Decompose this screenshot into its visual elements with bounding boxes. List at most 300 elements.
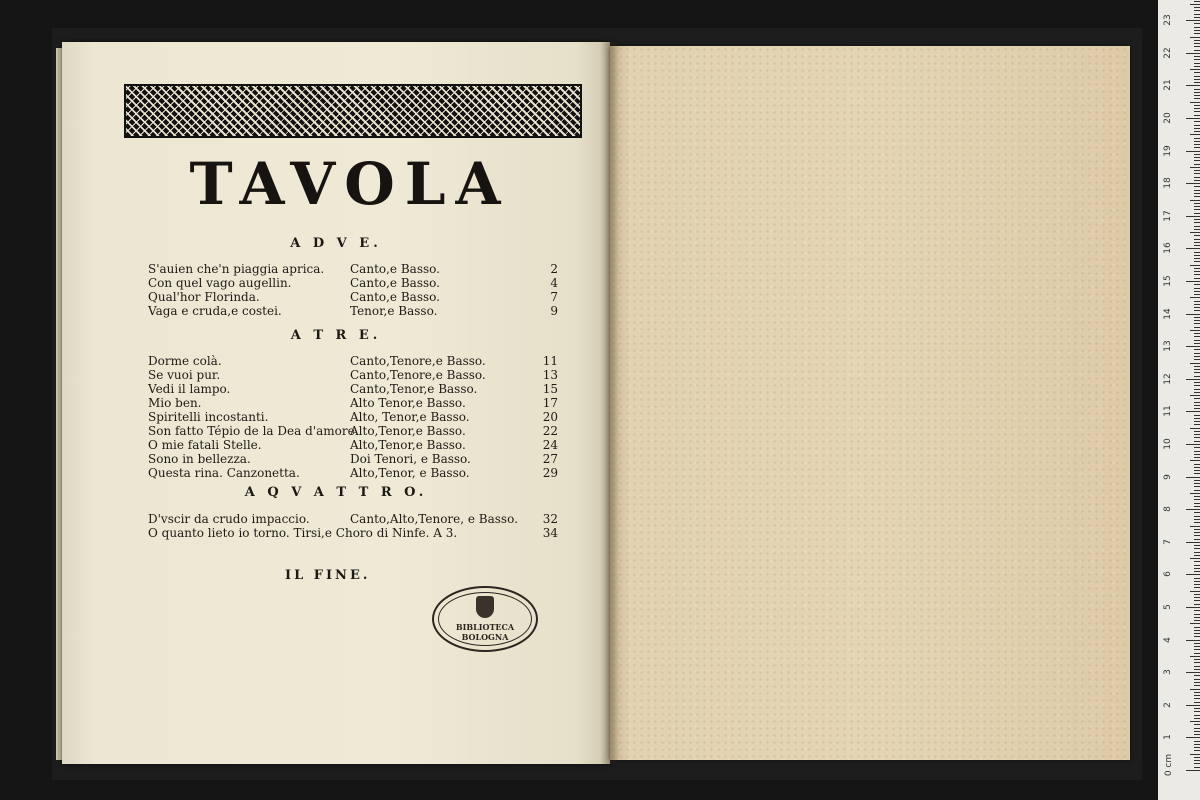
ruler-tick <box>1186 248 1200 249</box>
ruler-tick <box>1194 747 1200 748</box>
ruler-tick <box>1194 545 1200 546</box>
toc-entry-page: 24 <box>542 438 558 452</box>
ruler-tick <box>1194 177 1200 178</box>
ruler-tick <box>1194 193 1200 194</box>
ruler-tick <box>1194 659 1200 660</box>
ruler-tick <box>1194 571 1200 572</box>
ruler-tick <box>1194 529 1200 530</box>
toc-entry-voices: Alto,Tenor, e Basso. <box>350 466 470 480</box>
ruler-tick <box>1194 627 1200 628</box>
ruler-tick <box>1194 76 1200 77</box>
ruler-tick <box>1194 141 1200 142</box>
ruler-tick <box>1186 542 1200 543</box>
ruler-tick <box>1186 20 1200 21</box>
ruler-tick <box>1194 679 1200 680</box>
ruler-tick <box>1194 10 1200 11</box>
ruler-tick <box>1194 757 1200 758</box>
toc-entry-page: 9 <box>550 304 558 318</box>
toc-entry-title: Con quel vago augellin. <box>148 276 292 290</box>
ruler-tick <box>1194 473 1200 474</box>
ruler-tick <box>1194 499 1200 500</box>
toc-entry-voices: Doi Tenori, e Basso. <box>350 452 471 466</box>
toc-entry-title: O quanto lieto io torno. Tirsi,e Choro di Ninfe. A 3. <box>148 526 458 540</box>
end-text: IL FINE. <box>285 568 371 583</box>
ruler-tick <box>1186 281 1200 282</box>
ruler-tick <box>1194 750 1200 751</box>
ruler-tick <box>1194 274 1200 275</box>
toc-row <box>148 276 558 290</box>
ruler-tick <box>1194 376 1200 377</box>
ruler-tick <box>1194 555 1200 556</box>
ruler-number: 8 <box>1163 506 1173 513</box>
ruler-tick <box>1190 134 1200 135</box>
toc-entry-title: Spiritelli incostanti. <box>148 410 269 424</box>
ruler-tick <box>1194 56 1200 57</box>
ruler-tick <box>1194 209 1200 210</box>
ruler-tick <box>1194 467 1200 468</box>
toc-entry-page: 20 <box>542 410 558 424</box>
ruler-tick <box>1194 763 1200 764</box>
ruler-tick <box>1194 323 1200 324</box>
ruler-tick <box>1194 222 1200 223</box>
ruler-tick <box>1194 382 1200 383</box>
toc-row <box>148 368 558 382</box>
ruler-number: 23 <box>1163 14 1173 26</box>
toc-entry-page: 11 <box>542 354 558 368</box>
ruler-tick <box>1186 444 1200 445</box>
ruler-tick <box>1190 623 1200 624</box>
ruler-tick <box>1194 457 1200 458</box>
ruler-tick <box>1194 294 1200 295</box>
ruler-number: 11 <box>1163 405 1173 418</box>
ruler-tick <box>1194 63 1200 64</box>
ruler-tick <box>1186 85 1200 86</box>
ruler-tick <box>1194 72 1200 73</box>
toc-entry-voices: Canto,Tenore,e Basso. <box>350 368 486 382</box>
ruler-tick <box>1194 173 1200 174</box>
ruler-tick <box>1190 428 1200 429</box>
ruler-tick <box>1194 27 1200 28</box>
ruler-tick <box>1194 307 1200 308</box>
ruler-tick <box>1194 301 1200 302</box>
ruler-tick <box>1194 310 1200 311</box>
section-heading-a-due: A D V E. <box>290 236 382 251</box>
ruler-tick <box>1186 574 1200 575</box>
ruler-tick <box>1194 731 1200 732</box>
ruler-tick <box>1194 744 1200 745</box>
ruler-tick <box>1194 30 1200 31</box>
ruler-tick <box>1194 278 1200 279</box>
ruler-tick <box>1190 754 1200 755</box>
ruler-tick <box>1194 190 1200 191</box>
ruler-tick <box>1194 59 1200 60</box>
ruler-tick <box>1194 369 1200 370</box>
toc-entry-title: Dorme colà. <box>148 354 222 368</box>
ruler-tick <box>1190 656 1200 657</box>
ruler-tick <box>1186 379 1200 380</box>
ruler-tick <box>1190 395 1200 396</box>
toc-row <box>148 424 558 438</box>
ruler-tick <box>1194 587 1200 588</box>
ruler-tick <box>1190 297 1200 298</box>
ruler-tick <box>1194 89 1200 90</box>
ruler-tick <box>1194 666 1200 667</box>
ruler-number: 4 <box>1163 636 1173 643</box>
ruler-tick <box>1194 219 1200 220</box>
ruler-tick <box>1194 284 1200 285</box>
section-heading-a-quattro: A Q V A T T R O. <box>244 485 428 500</box>
ruler-number: 1 <box>1163 734 1173 741</box>
ruler-tick <box>1194 33 1200 34</box>
ruler-tick <box>1194 98 1200 99</box>
ruler-tick <box>1190 689 1200 690</box>
ruler-tick <box>1194 434 1200 435</box>
ruler-tick <box>1194 353 1200 354</box>
ruler-tick <box>1194 516 1200 517</box>
ruler-tick <box>1194 600 1200 601</box>
ruler-tick <box>1194 66 1200 67</box>
ruler-tick <box>1194 23 1200 24</box>
toc-entry-page: 27 <box>542 452 558 466</box>
ruler-tick <box>1190 721 1200 722</box>
ruler-tick <box>1190 232 1200 233</box>
ruler-tick <box>1194 157 1200 158</box>
ruler-tick <box>1194 711 1200 712</box>
crest-icon <box>476 596 494 618</box>
ruler-tick <box>1194 366 1200 367</box>
ruler-tick <box>1194 105 1200 106</box>
ruler-tick <box>1194 685 1200 686</box>
ruler-tick <box>1194 304 1200 305</box>
ruler-tick <box>1186 53 1200 54</box>
ruler-tick <box>1194 431 1200 432</box>
ruler-tick <box>1194 111 1200 112</box>
ruler-tick <box>1194 415 1200 416</box>
ruler-tick <box>1190 493 1200 494</box>
ruler-tick <box>1194 708 1200 709</box>
ruler-tick <box>1194 229 1200 230</box>
ruler-number: 22 <box>1163 47 1173 59</box>
ruler-tick <box>1194 343 1200 344</box>
right-page-blank <box>610 46 1130 760</box>
ruler-tick <box>1194 470 1200 471</box>
ruler-tick <box>1194 496 1200 497</box>
ruler-tick <box>1190 460 1200 461</box>
ruler-tick <box>1194 581 1200 582</box>
ruler-tick <box>1194 561 1200 562</box>
ruler-tick <box>1186 737 1200 738</box>
toc-entry-title: O mie fatali Stelle. <box>148 438 262 452</box>
ruler-tick <box>1194 79 1200 80</box>
toc-row <box>148 452 558 466</box>
ruler-tick <box>1194 108 1200 109</box>
ruler-tick <box>1194 519 1200 520</box>
toc-entry-title: Son fatto Tépio de la Dea d'amore <box>148 424 355 438</box>
stamp-line-2: BOLOGNA <box>461 632 509 642</box>
toc-entry-voices: Canto,Alto,Tenore, e Basso. <box>350 512 518 526</box>
ruler-tick <box>1194 154 1200 155</box>
toc-entry-page: 13 <box>542 368 558 382</box>
ruler-tick <box>1186 216 1200 217</box>
ruler-tick <box>1194 630 1200 631</box>
ruler-tick <box>1194 226 1200 227</box>
ruler-unit-label: 0 cm <box>1164 753 1175 777</box>
ruler-tick <box>1194 389 1200 390</box>
ruler-tick <box>1194 170 1200 171</box>
ruler-tick <box>1194 421 1200 422</box>
toc-row <box>148 354 558 368</box>
toc-row <box>148 382 558 396</box>
ruler-tick <box>1194 356 1200 357</box>
ruler-tick <box>1186 183 1200 184</box>
ruler-tick <box>1194 437 1200 438</box>
ruler-tick <box>1194 196 1200 197</box>
toc-entry-voices: Alto, Tenor,e Basso. <box>350 410 470 424</box>
ruler-tick <box>1194 333 1200 334</box>
ruler-tick <box>1194 235 1200 236</box>
ruler-tick <box>1194 268 1200 269</box>
ruler-tick <box>1194 385 1200 386</box>
ruler-tick <box>1190 102 1200 103</box>
ruler-tick <box>1194 584 1200 585</box>
toc-row <box>148 262 558 276</box>
ruler-tick <box>1194 698 1200 699</box>
ruler-tick <box>1194 180 1200 181</box>
ruler-tick <box>1194 82 1200 83</box>
ruler-tick <box>1194 662 1200 663</box>
ruler-tick <box>1194 578 1200 579</box>
book-gutter <box>600 42 620 764</box>
ruler-tick <box>1194 718 1200 719</box>
ruler-number: 15 <box>1163 275 1173 287</box>
ruler-tick <box>1194 728 1200 729</box>
ruler-tick <box>1194 512 1200 513</box>
ruler-tick <box>1194 115 1200 116</box>
toc-entry-page: 17 <box>542 396 558 410</box>
toc-entry-title: Vaga e cruda,e costei. <box>148 304 282 318</box>
ruler-tick <box>1194 614 1200 615</box>
ruler-tick <box>1194 398 1200 399</box>
ruler-tick <box>1194 125 1200 126</box>
toc-entry-voices: Alto,Tenor,e Basso. <box>350 424 466 438</box>
ruler-tick <box>1194 245 1200 246</box>
toc-entry-voices: Canto,e Basso. <box>350 276 440 290</box>
ruler-tick <box>1194 288 1200 289</box>
ruler-tick <box>1194 669 1200 670</box>
ruler-tick <box>1194 483 1200 484</box>
ruler-tick <box>1194 464 1200 465</box>
toc-entry-voices: Tenor,e Basso. <box>350 304 438 318</box>
ruler-tick <box>1186 640 1200 641</box>
ruler-tick <box>1194 451 1200 452</box>
ruler-tick <box>1194 46 1200 47</box>
ruler-tick <box>1194 441 1200 442</box>
ruler-number: 7 <box>1163 538 1173 545</box>
ruler-tick <box>1194 242 1200 243</box>
ruler-tick <box>1194 490 1200 491</box>
ruler-number: 19 <box>1163 144 1173 157</box>
toc-entry-page: 15 <box>542 382 558 396</box>
ruler-tick <box>1194 548 1200 549</box>
ruler-tick <box>1194 258 1200 259</box>
ruler-tick <box>1186 509 1200 510</box>
ruler-number: 18 <box>1163 177 1173 189</box>
ruler-tick <box>1194 675 1200 676</box>
ruler-tick <box>1190 167 1200 168</box>
ruler-tick <box>1194 1 1200 2</box>
ruler-tick <box>1194 7 1200 8</box>
ruler-tick <box>1194 255 1200 256</box>
ruler-tick <box>1194 702 1200 703</box>
ruler-tick <box>1194 372 1200 373</box>
ruler-number: 21 <box>1163 79 1173 92</box>
ruler-tick <box>1190 200 1200 201</box>
ruler-tick <box>1194 767 1200 768</box>
ruler-number: 14 <box>1163 307 1173 320</box>
ruler-tick <box>1194 447 1200 448</box>
toc-entry-page: 7 <box>550 290 558 304</box>
toc-entry-voices: Canto,Tenor,e Basso. <box>350 382 478 396</box>
toc-entry-page: 4 <box>550 276 558 290</box>
ruler-tick <box>1194 92 1200 93</box>
ruler-tick <box>1194 317 1200 318</box>
ruler-tick <box>1194 643 1200 644</box>
ruler-tick <box>1194 138 1200 139</box>
ruler-tick <box>1194 503 1200 504</box>
toc-entry-title: Sono in bellezza. <box>148 452 251 466</box>
ruler-tick <box>1194 594 1200 595</box>
ruler-tick <box>1194 760 1200 761</box>
ruler-tick <box>1194 620 1200 621</box>
ruler-tick <box>1194 340 1200 341</box>
ruler-number: 3 <box>1163 669 1173 676</box>
toc-entry-voices: Canto,e Basso. <box>350 290 440 304</box>
ruler-tick <box>1186 705 1200 706</box>
ruler-tick <box>1194 261 1200 262</box>
ruler-tick <box>1194 40 1200 41</box>
ruler-tick <box>1186 314 1200 315</box>
ruler-tick <box>1194 636 1200 637</box>
ruler-tick <box>1194 454 1200 455</box>
ruler-tick <box>1194 734 1200 735</box>
ruler-number: 10 <box>1163 438 1173 450</box>
ruler-tick <box>1194 203 1200 204</box>
toc-row <box>148 290 558 304</box>
ruler-tick <box>1194 617 1200 618</box>
toc-row <box>148 304 558 318</box>
ruler-tick <box>1194 597 1200 598</box>
ruler-tick <box>1194 147 1200 148</box>
toc-entry-voices: Canto,Tenore,e Basso. <box>350 354 486 368</box>
ruler-tick <box>1190 591 1200 592</box>
ruler-tick <box>1194 43 1200 44</box>
toc-row <box>148 438 558 452</box>
ruler-number: 17 <box>1163 210 1173 222</box>
ruler-tick <box>1194 568 1200 569</box>
ruler-tick <box>1194 715 1200 716</box>
ruler-tick <box>1194 418 1200 419</box>
ruler-tick <box>1194 486 1200 487</box>
ruler-tick <box>1186 607 1200 608</box>
ruler-tick <box>1194 95 1200 96</box>
ruler-number: 9 <box>1163 473 1173 480</box>
ruler-tick <box>1194 50 1200 51</box>
toc-entry-page: 34 <box>542 526 558 540</box>
library-stamp <box>432 586 538 652</box>
toc-entry-title: Mio ben. <box>148 396 202 410</box>
ruler-tick <box>1194 291 1200 292</box>
ruler-tick <box>1190 330 1200 331</box>
ruler-tick <box>1194 131 1200 132</box>
ruler-tick <box>1186 346 1200 347</box>
ruler-tick <box>1190 69 1200 70</box>
ruler-tick <box>1194 408 1200 409</box>
toc-entry-page: 29 <box>542 466 558 480</box>
toc-entry-page: 2 <box>550 262 558 276</box>
toc-row <box>148 512 558 526</box>
ruler-number: 16 <box>1163 242 1173 255</box>
toc-entry-title: S'auien che'n piaggia aprica. <box>148 262 325 276</box>
ruler-tick <box>1194 128 1200 129</box>
toc-row <box>148 466 558 480</box>
ruler-tick <box>1194 327 1200 328</box>
ruler-tick <box>1194 741 1200 742</box>
toc-entry-title: Qual'hor Florinda. <box>148 290 260 304</box>
ruler-tick <box>1194 160 1200 161</box>
toc-entry-voices: Canto,e Basso. <box>350 262 440 276</box>
stamp-line-1: BIBLIOTECA <box>455 622 515 632</box>
ruler-tick <box>1194 186 1200 187</box>
toc-entry-title: Se vuoi pur. <box>148 368 221 382</box>
ruler-tick <box>1194 320 1200 321</box>
ruler-tick <box>1194 405 1200 406</box>
ruler-number: 5 <box>1163 604 1173 610</box>
ruler-tick <box>1194 164 1200 165</box>
ruler-tick <box>1186 672 1200 673</box>
ruler-tick <box>1194 239 1200 240</box>
ruler-tick <box>1194 724 1200 725</box>
ruler-tick <box>1194 649 1200 650</box>
ruler-tick <box>1194 695 1200 696</box>
ruler-tick <box>1190 558 1200 559</box>
ruler-tick <box>1190 526 1200 527</box>
page-title: TAVOLA <box>189 150 511 218</box>
ruler-tick <box>1194 144 1200 145</box>
ruler-tick <box>1194 633 1200 634</box>
toc-row <box>148 526 558 540</box>
ruler-tick <box>1194 349 1200 350</box>
ruler-tick <box>1186 118 1200 119</box>
ruler-tick <box>1194 271 1200 272</box>
section-heading-a-tre: A T R E. <box>290 328 382 343</box>
ruler-tick <box>1194 532 1200 533</box>
ruler-tick <box>1190 37 1200 38</box>
toc-entry-page: 22 <box>542 424 558 438</box>
ruler-number: 13 <box>1163 340 1173 352</box>
ruler-number: 20 <box>1163 112 1173 124</box>
ruler-tick <box>1194 682 1200 683</box>
ruler-tick <box>1190 363 1200 364</box>
ruler-tick <box>1186 477 1200 478</box>
ruler-tick <box>1194 213 1200 214</box>
ruler-tick <box>1186 411 1200 412</box>
toc-entry-title: Questa rina. Canzonetta. <box>148 466 300 480</box>
ruler-tick <box>1194 506 1200 507</box>
ruler-tick <box>1194 206 1200 207</box>
toc-row <box>148 396 558 410</box>
ruler-tick <box>1194 522 1200 523</box>
ruler-tick <box>1194 392 1200 393</box>
